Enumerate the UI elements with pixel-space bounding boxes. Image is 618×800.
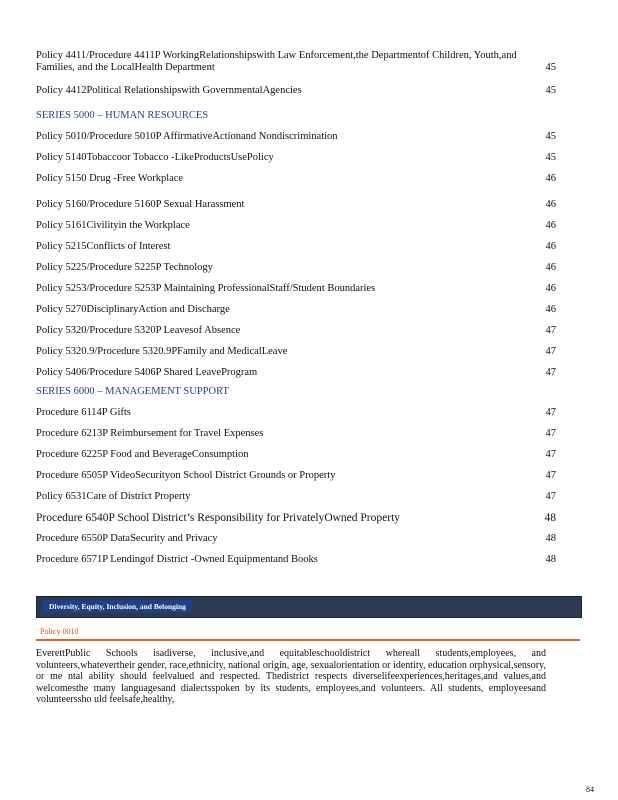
- toc-entry: [36, 491, 556, 503]
- toc-entry-page: 47: [545, 346, 556, 357]
- section-banner-title: Diversity, Equity, Inclusion, and Belonging: [43, 600, 192, 613]
- toc-entry-title: Policy 5320.9/Procedure 5320.9PFamily and MedicalLeave: [36, 346, 288, 357]
- toc-entry: [36, 262, 556, 274]
- policy-label: Policy 0010: [40, 627, 79, 636]
- toc-entry-title: Procedure 6114P Gifts: [36, 407, 131, 418]
- toc-entry-title: Policy 5215Conflicts of Interest: [36, 241, 171, 252]
- page-number: 84: [586, 785, 594, 794]
- section-banner: [36, 596, 582, 618]
- toc-entry-4412: [36, 85, 556, 97]
- toc-entry-page: 47: [545, 428, 556, 439]
- toc-entry-page: 48: [545, 554, 556, 565]
- toc-entry-title: Policy 5160/Procedure 5160P Sexual Harassment: [36, 199, 245, 210]
- toc-entry-page: 47: [545, 407, 556, 418]
- divider: [36, 639, 580, 641]
- toc-entry: [36, 152, 556, 164]
- toc-entry-title: Policy 5253/Procedure 5253P Maintaining ProfessionalStaff/Student Boundaries: [36, 283, 376, 294]
- toc-entry: [36, 304, 556, 316]
- policy-body-text: EverettPublic Schools isadiverse, inclusive,and equitableschooldistrict whereall students,employees, and volunteers,whatevertheir gender, race,ethnicity, national origin, age, sexualorientation or identity, education orphysical,sensory, or me ntal ability should feelvalued and respected. Thedistrict respects diverselifeexperiences,heritages,and values,and welcomesthe many languagesand dialectsspoken by its students, employees,and volunteers. All students, employeesand volunteerssho uld feelsafe,healthy,: [36, 648, 546, 706]
- toc-entry-title: Procedure 6571P Lendingof District -Owned Equipmentand Books: [36, 554, 318, 565]
- toc-entry: [36, 449, 556, 461]
- toc-entry-title: Policy 5406/Procedure 5406P Shared LeaveProgram: [36, 367, 258, 378]
- toc-entry-title: Policy 5270DisciplinaryAction and Discharge: [36, 304, 230, 315]
- toc-entry: [36, 346, 556, 358]
- toc-entry-page: 48: [544, 512, 556, 524]
- toc-entry: [36, 470, 556, 482]
- toc-entry-page: 47: [545, 449, 556, 460]
- toc-entry-page: 47: [545, 367, 556, 378]
- toc-entry-title: Policy 5225/Procedure 5225P Technology: [36, 262, 213, 273]
- toc-entry-title: Policy 4412Political Relationshipswith GovernmentalAgencies: [36, 85, 302, 96]
- toc-entry: [36, 533, 556, 545]
- toc-entry-page: 46: [545, 173, 556, 184]
- toc-entry-page: 48: [545, 533, 556, 544]
- table-of-contents: [36, 50, 556, 575]
- toc-entry-page: 46: [545, 262, 556, 273]
- toc-entry: [36, 283, 556, 295]
- toc-entry-title: Policy 6531Care of District Property: [36, 491, 191, 502]
- toc-entry-title: Policy 5140Tobaccoor Tobacco -LikeProductsUsePolicy: [36, 152, 274, 163]
- toc-entry-page: 46: [545, 220, 556, 231]
- toc-entry: [36, 131, 556, 143]
- toc-entry-page: 46: [545, 241, 556, 252]
- toc-entry-title: Policy 5161Civilityin the Workplace: [36, 220, 190, 231]
- toc-entry-page: 46: [545, 199, 556, 210]
- toc-entry: [36, 199, 556, 211]
- toc-entry: [36, 325, 556, 337]
- toc-entry: [36, 220, 556, 232]
- toc-entry: [36, 554, 556, 566]
- toc-entry: [36, 407, 556, 419]
- toc-entry-title: Procedure 6540P School District’s Responsibility for PrivatelyOwned Property: [36, 512, 401, 524]
- toc-entry-title: Policy 5320/Procedure 5320P Leavesof Absence: [36, 325, 241, 336]
- toc-entry-title: Policy 5010/Procedure 5010P AffirmativeActionand Nondiscrimination: [36, 131, 338, 142]
- series-heading-6000: SERIES 6000 – MANAGEMENT SUPPORT: [36, 386, 229, 397]
- toc-entry-page: 46: [545, 283, 556, 294]
- toc-entry: [36, 512, 556, 524]
- toc-entry-page: 45: [545, 85, 556, 96]
- toc-entry-page: 47: [545, 470, 556, 481]
- toc-entry: [36, 173, 556, 185]
- toc-entry: [36, 428, 556, 440]
- toc-entry-title: Policy 5150 Drug -Free Workplace: [36, 173, 184, 184]
- toc-entry-title: Procedure 6225P Food and BeverageConsumption: [36, 449, 249, 460]
- toc-entry-page: 45: [545, 152, 556, 163]
- toc-entry: [36, 367, 556, 379]
- series-heading-5000: SERIES 5000 – HUMAN RESOURCES: [36, 110, 209, 121]
- toc-entry-title: Procedure 6213P Reimbursement for Travel Expenses: [36, 428, 264, 439]
- toc-entry-title: Policy 4411/Procedure 4411P WorkingRelationshipswith Law Enforcement,the Departmentof Children, Youth,and Families, and the LocalHealth Department: [36, 50, 517, 73]
- toc-entry-page: 45: [545, 131, 556, 142]
- toc-entry-page: 45: [545, 62, 556, 73]
- toc-entry-page: 47: [545, 491, 556, 502]
- toc-entry-title: Procedure 6550P DataSecurity and Privacy: [36, 533, 218, 544]
- toc-entry-page: 47: [545, 325, 556, 336]
- toc-entry-page: 46: [545, 304, 556, 315]
- toc-entry: [36, 241, 556, 253]
- toc-entry-4411: [36, 50, 556, 74]
- toc-entry-title: Procedure 6505P VideoSecurityon School District Grounds or Property: [36, 470, 336, 481]
